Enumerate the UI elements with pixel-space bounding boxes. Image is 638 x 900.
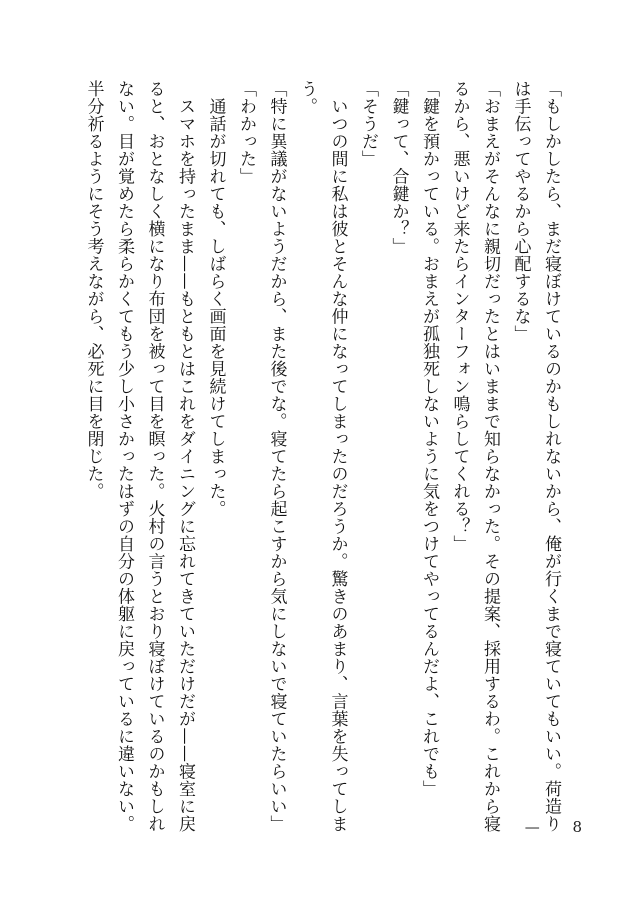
page-number: — 8 bbox=[524, 818, 596, 836]
text-line: 「わかった」 bbox=[236, 80, 256, 185]
text-line: う。 bbox=[297, 80, 317, 115]
text-line: 「特に異議がないようだから、また後でな。寝てたら起こすから気にしないで寝ていたらいい」 bbox=[266, 80, 287, 833]
text-line: るから、悪いけど来たらインターフォン鳴らしてくれる？」 bbox=[449, 80, 470, 553]
text-line: 通話が切れても、しばらく画面を見続けてしまった。 bbox=[205, 80, 226, 518]
text-line: 「もしかしたら、まだ寝ぼけているのかもしれないから、俺が行くまで寝ていてもいい。荷造り bbox=[541, 80, 561, 833]
text-line: 「鍵って、合鍵か？」 bbox=[388, 80, 409, 255]
text-line: 「おまえがそんなに親切だったとはいままで知らなかった。その提案、採用するわ。これから寝 bbox=[480, 80, 500, 833]
text-line: 「鍵を預かっている。おまえが孤独死しないように気をつけてやってるんだよ、これでも」 bbox=[419, 80, 439, 798]
text-line: ない。目が覚めたら柔らかくてもう少し小さかったはずの自分の体躯に戻っているに違いない。 bbox=[114, 80, 134, 833]
text-line: いつの間に私は彼とそんな仲になってしまったのだろうか。驚きのあまり、言葉を失ってしま bbox=[327, 80, 348, 833]
text-line: は手伝ってやるから心配するな」 bbox=[510, 80, 531, 343]
text-line: 「そうだ」 bbox=[358, 80, 378, 168]
text-line: 半分祈るようにそう考えながら、必死に目を閉じた。 bbox=[83, 80, 104, 500]
text-line: スマホを持ったまま——もともとはこれをダイニングに忘れてきていただけだが——寝室に戻 bbox=[175, 80, 195, 833]
body-text bbox=[78, 80, 566, 833]
text-line: ると、おとなしく横になり布団を被って目を瞑った。火村の言うとおり寝ぼけているのかもしれ bbox=[144, 80, 165, 833]
